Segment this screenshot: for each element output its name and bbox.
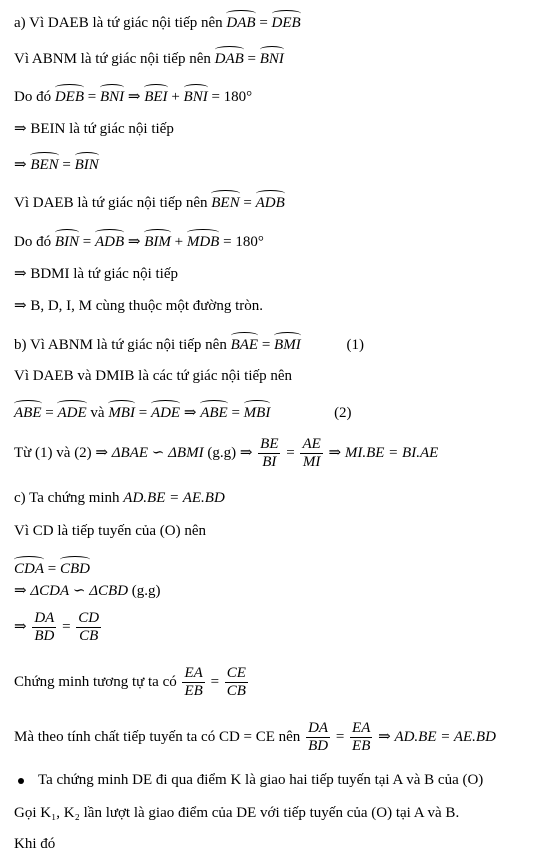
- line-c1: c) Ta chứng minh AD.BE = AE.BD: [14, 490, 225, 506]
- line-c5: ⇒ $\frac{DA}{BD}$ = $\frac{CD}{CB}$: [14, 610, 100, 644]
- line-c4: ⇒ ΔCDA ∽ ΔCBD (g.g): [14, 583, 161, 599]
- line-a4: ⇒ BEIN là tứ giác nội tiếp: [14, 121, 174, 137]
- line-a5: ⇒ BEN = BIN: [14, 152, 99, 175]
- line-a2: Vì ABNM là tứ giác nội tiếp nên DAB = BNI: [14, 46, 284, 69]
- line-b1: b) Vì ABNM là tứ giác nội tiếp nên BAE = BMI (1): [14, 332, 364, 355]
- line-b2: Vì DAEB và DMIB là các tứ giác nội tiếp nên: [14, 368, 293, 384]
- line-a8: ⇒ BDMI là tứ giác nội tiếp: [14, 266, 179, 282]
- line-c8: Mà theo tính chất tiếp tuyến ta có CD = CE nên $\frac{DA}{BD}$ = $\frac{EA}{EB}$ ⇒ AD.BE = AE.BD: [14, 720, 496, 754]
- line-d2: Gọi K₁, K₂ lần lượt là giao điểm của DE với tiếp tuyến của (O) tại A và B.: [14, 805, 460, 821]
- line-b4: Từ (1) và (2) ⇒ ΔBAE ∽ ΔBMI (g.g) ⇒ $\frac{BE}{BI}$ = $\frac{AE}{MI}$ ⇒ MI.BE = BI.AE: [14, 436, 439, 470]
- line-a3: Do đó DEB = BNI ⇒ BEI + BNI = 180°: [14, 84, 252, 107]
- line-b3: ABE = ADE và MBI = ADE ⇒ ABE = MBI (2): [14, 400, 352, 423]
- line-c2: Vì CD là tiếp tuyến của (O) nên: [14, 523, 207, 539]
- line-a1: a) Vì DAEB là tứ giác nội tiếp nên DAB = DEB: [14, 10, 301, 33]
- line-a6: Vì DAEB là tứ giác nội tiếp nên BEN = ADB: [14, 190, 285, 213]
- line-c3: CDA = CBD: [14, 556, 90, 579]
- line-a9: ⇒ B, D, I, M cùng thuộc một đường tròn.: [14, 298, 264, 314]
- bullet-icon: [18, 778, 24, 784]
- line-c7: Chứng minh tương tự ta có $\frac{EA}{EB}$ = $\frac{CE}{CB}$: [14, 665, 246, 699]
- line-a7: Do đó BIN = ADB ⇒ BIM + MDB = 180°: [14, 229, 264, 252]
- line-d3: Khi đó: [14, 836, 56, 852]
- line-d1: Ta chứng minh DE đi qua điểm K là giao hai tiếp tuyến tại A và B của (O): [14, 770, 483, 790]
